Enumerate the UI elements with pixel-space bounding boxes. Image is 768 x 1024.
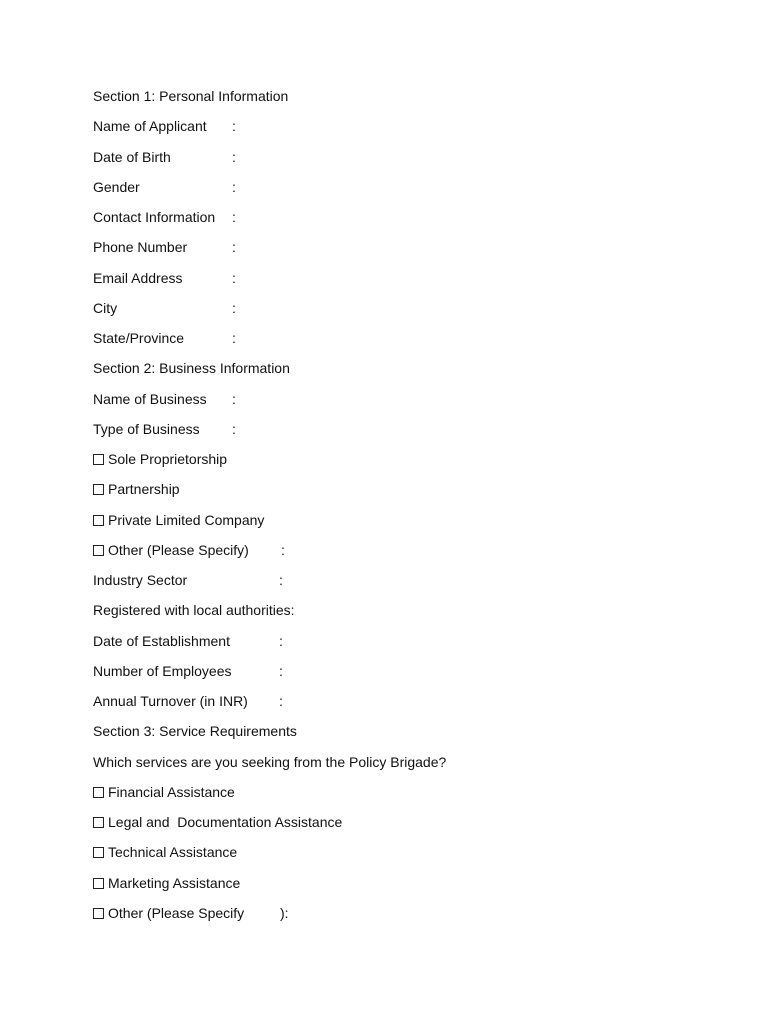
phone-number-field[interactable] (93, 236, 733, 266)
date-of-birth-label: Date of Birth (93, 148, 171, 165)
field-colon: : (279, 693, 283, 709)
checkbox-icon[interactable] (93, 787, 104, 798)
field-colon: : (232, 390, 236, 407)
checkbox-sole-proprietorship[interactable] (93, 448, 733, 478)
services-question-text: Which services are you seeking from the Policy Brigade? (93, 753, 447, 770)
services-question (93, 751, 733, 781)
field-colon: : (232, 239, 236, 256)
phone-number-label: Phone Number (93, 239, 188, 256)
date-of-establishment-field[interactable] (93, 630, 733, 660)
checkbox-label: Legal and Documentation Assistance (108, 814, 343, 830)
registered-label: Registered with local authorities: (93, 602, 295, 619)
name-of-business-field[interactable] (93, 388, 733, 418)
type-of-business-label: Type of Business (93, 420, 200, 437)
checkbox-legal-documentation-assistance[interactable] (93, 811, 733, 841)
checkbox-marketing-assistance[interactable] (93, 872, 733, 902)
checkbox-label: Sole Proprietorship (108, 451, 228, 467)
gender-field[interactable] (93, 176, 733, 206)
checkbox-other-service[interactable] (93, 902, 733, 932)
number-of-employees-field[interactable] (93, 660, 733, 690)
checkbox-icon[interactable] (93, 817, 104, 828)
field-colon: : (279, 662, 283, 679)
checkbox-label: Private Limited Company (108, 511, 265, 528)
checkbox-label: Marketing Assistance (108, 874, 241, 891)
field-colon: : (232, 420, 236, 437)
field-colon: : (281, 541, 285, 558)
checkbox-partnership[interactable] (93, 478, 733, 508)
contact-information-field[interactable] (93, 206, 733, 236)
name-of-applicant-label: Name of Applicant (93, 118, 207, 135)
industry-sector-field[interactable] (93, 569, 733, 599)
section-2-heading (93, 357, 733, 387)
checkbox-icon[interactable] (93, 515, 104, 526)
registered-field[interactable] (93, 599, 733, 629)
city-label: City (93, 299, 118, 316)
field-colon: : (232, 118, 236, 135)
state-province-field[interactable] (93, 327, 733, 357)
section-1-heading (93, 85, 733, 115)
date-of-birth-field[interactable] (93, 146, 733, 176)
application-form (93, 85, 733, 932)
section-3-heading-text: Section 3: Service Requirements (93, 723, 297, 740)
email-address-field[interactable] (93, 267, 733, 297)
checkbox-technical-assistance[interactable] (93, 841, 733, 871)
field-colon: : (279, 632, 283, 649)
checkbox-other-business-type[interactable] (93, 539, 733, 569)
section-3-heading (93, 720, 733, 750)
checkbox-label: Other (Please Specify) (108, 541, 249, 558)
field-colon: : (279, 572, 283, 588)
checkbox-label: Other (Please Specify (108, 904, 245, 921)
field-colon: : (232, 269, 236, 286)
checkbox-icon[interactable] (93, 847, 104, 858)
checkbox-icon[interactable] (93, 908, 104, 919)
checkbox-label: Financial Assistance (108, 783, 235, 800)
checkbox-financial-assistance[interactable] (93, 781, 733, 811)
industry-sector-label: Industry Sector (93, 572, 188, 588)
other-close: ): (280, 904, 289, 921)
checkbox-label: Partnership (108, 481, 180, 498)
number-of-employees-label: Number of Employees (93, 662, 232, 679)
type-of-business-field (93, 418, 733, 448)
name-of-applicant-field[interactable] (93, 115, 733, 145)
email-address-label: Email Address (93, 269, 183, 286)
annual-turnover-label: Annual Turnover (in INR) (93, 693, 248, 709)
field-colon: : (232, 330, 236, 346)
state-province-label: State/Province (93, 330, 185, 346)
checkbox-icon[interactable] (93, 878, 104, 889)
field-colon: : (232, 299, 236, 316)
city-field[interactable] (93, 297, 733, 327)
field-colon: : (232, 209, 236, 225)
checkbox-icon[interactable] (93, 484, 104, 495)
contact-information-label: Contact Information (93, 209, 216, 225)
checkbox-icon[interactable] (93, 545, 104, 556)
checkbox-label: Technical Assistance (108, 844, 238, 861)
gender-label: Gender (93, 178, 140, 195)
date-of-establishment-label: Date of Establishment (93, 632, 230, 649)
field-colon: : (232, 178, 236, 195)
section-1-heading-text: Section 1: Personal Information (93, 88, 289, 104)
section-2-heading-text: Section 2: Business Information (93, 360, 290, 377)
field-colon: : (232, 148, 236, 165)
annual-turnover-field[interactable] (93, 690, 733, 720)
name-of-business-label: Name of Business (93, 390, 207, 407)
checkbox-private-limited-company[interactable] (93, 509, 733, 539)
checkbox-icon[interactable] (93, 454, 104, 465)
